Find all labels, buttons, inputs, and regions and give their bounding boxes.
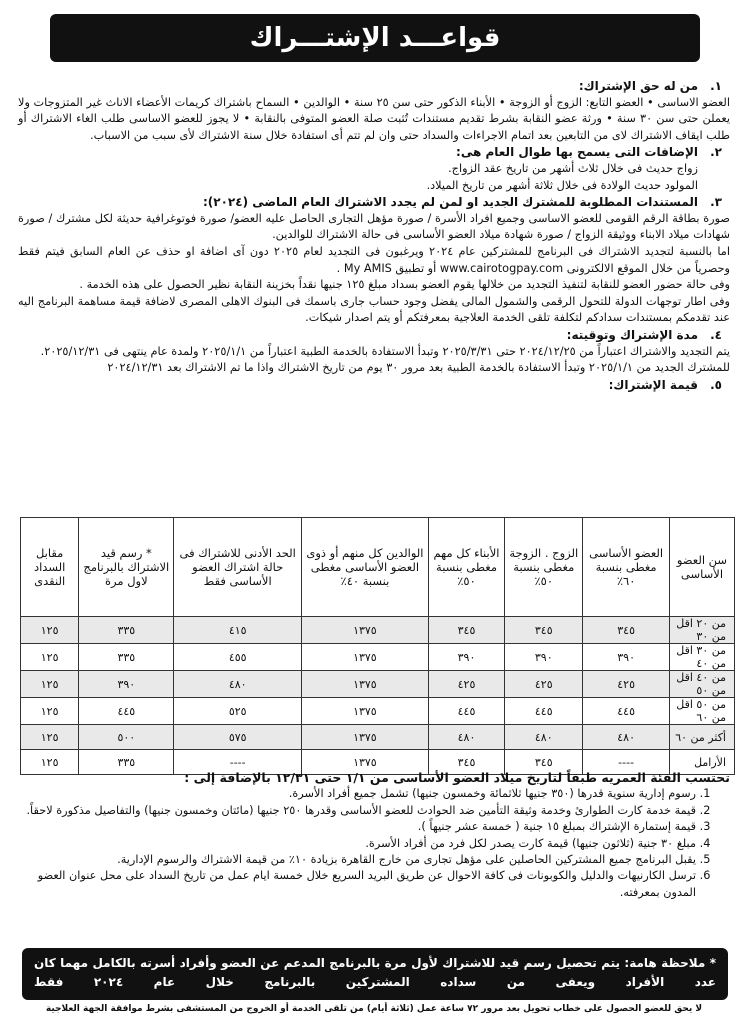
- column-header: * رسم قيد الاشتراك بالبرنامج لاول مرة: [79, 518, 174, 617]
- fee-cell: ٤٨٠: [583, 725, 670, 750]
- section-paragraph: اما بالنسبة لتجديد الاشتراك فى البرنامج للمشتركين عام ٢٠٢٤ ويرغبون فى التجديد لعام ٢٠٢٥ دون آى اضافة او حذف عن العام السابق فيتم فقط وحصرياً من خلال الموقع الالكترونى www.cairotogpay.com أو تطبيق My AMIS .: [18, 244, 730, 275]
- rules-content: [18, 78, 730, 393]
- section-paragraph: يتم التجديد والاشتراك اعتباراً من ٢٠٢٤/١٢/٢٥ حتى ٢٠٢٥/٣/٣١ وتبدأ الاستفادة بالخدمة الطبية اعتباراً من ٢٠٢٥/١/١ ولمدة عام ينتهى فى ٢٠٢٥/١٢/٣١.: [40, 344, 730, 358]
- fee-cell: ٣٩٠: [428, 644, 504, 671]
- fee-cell: ٤٢٥: [428, 671, 504, 698]
- important-note: * ملاحظة هامة: يتم تحصيل رسم قيد للاشتراك لأول مرة بالبرنامج المدعم عن العضو وأفراد أسرته بالكامل مهما كان عدد الأفراد ويعفى من سداده المشتركين بالبرنامج خلال عام ٢٠٢٤ فقط: [22, 948, 728, 1000]
- fee-cell: ٣٤٥: [505, 617, 583, 644]
- fee-cell: ١٢٥: [21, 671, 79, 698]
- table-row: [21, 644, 735, 671]
- age-group-cell: أكثر من ٦٠: [669, 725, 734, 750]
- fee-cell: ٣٣٥: [79, 750, 174, 775]
- column-header: الزوج . الزوجة مغطى بنسبة ٥٠٪: [505, 518, 583, 617]
- section-number: ٣.: [710, 195, 722, 210]
- fee-cell: ٤٤٥: [428, 698, 504, 725]
- fee-cell: ١٢٥: [21, 725, 79, 750]
- table-row: [21, 698, 735, 725]
- fee-cell: ١٣٧٥: [301, 671, 428, 698]
- fee-cell: ١٣٧٥: [301, 698, 428, 725]
- fee-cell: ٣٤٥: [428, 750, 504, 775]
- age-group-cell: من ٣٠ اقل من ٤٠: [669, 644, 734, 671]
- fee-cell: ٥٧٥: [174, 725, 302, 750]
- column-header: الأبناء كل مهم مغطى بنسبة ٥٠٪: [428, 518, 504, 617]
- footer-note: لا يحق للعضو الحصول على خطاب تحويل بعد مرور ٧٢ ساعة عمل (ثلاثة أيام) من تلقى الخدمة أو الخروج من المستشفى بشرط موافقة الجهة العلاجية: [45, 1004, 703, 1014]
- section-paragraph: المولود حديث الولادة فى خلال ثلاثة أشهر من تاريخ الميلاد.: [426, 178, 698, 192]
- fee-cell: ٤٤٥: [505, 698, 583, 725]
- section-paragraph: صورة بطاقة الرقم القومى للعضو الاساسى وجميع افراد الأسرة / صورة مؤهل التجارى الحاصل عليه العضو/ صورة فوتوغرافية حديثة لكل مشترك / صورة شهادات ميلاد الابناء ووثيقة الزواج / صورة شهادة ميلاد العضو الأساسى فى حالة الاشتراك للوالدين.: [18, 211, 730, 242]
- age-group-cell: الأرامل: [669, 750, 734, 775]
- section-number: ٥.: [710, 377, 722, 392]
- fee-cell: ٤٥٥: [174, 644, 302, 671]
- section-title: [18, 78, 722, 95]
- subscription-fees-table: [20, 517, 735, 775]
- table-row: [21, 617, 735, 644]
- section-heading: المستندات المطلوبة للمشترك الجديد او لمن لم يجدد الاشتراك العام الماضى (٢٠٢٤):: [202, 195, 698, 210]
- fee-cell: ٤١٥: [174, 617, 302, 644]
- column-header: الوالدين كل منهم أو ذوى العضو الأساسى مغطى بنسبة ٤٠٪: [301, 518, 428, 617]
- fee-cell: ٥٢٥: [174, 698, 302, 725]
- fee-cell: ١٢٥: [21, 617, 79, 644]
- fee-item: 3. قيمة إستمارة الإشتراك بمبلغ ١٥ جنية ( خمسة عشر جنيهاً ).: [18, 819, 696, 835]
- fee-cell: ٤٢٥: [505, 671, 583, 698]
- section-title: [18, 327, 722, 344]
- fee-cell: ٣٩٠: [79, 671, 174, 698]
- fee-cell: ٤٨٠: [505, 725, 583, 750]
- fee-cell: ٣٣٥: [79, 617, 174, 644]
- fee-cell: ١٣٧٥: [301, 750, 428, 775]
- additional-fees: [18, 770, 730, 901]
- fee-cell: ٤٤٥: [583, 698, 670, 725]
- fee-cell: ١٣٧٥: [301, 617, 428, 644]
- fee-cell: ٤٨٠: [428, 725, 504, 750]
- table-header-row: [21, 518, 735, 617]
- section-paragraph: وفى اطار توجهات الدولة للتحول الرقمى والشمول المالى يفضل وجود حساب جارى باسمك فى البنوك الاهلى المصرى لاضافة قيمة مساهمة البرنامج اليه عند تقدمكم بمستندات سدادكم لتكلفة تلقى الخدمة العلاجية بمعرفتكم أو يتم اصدار شيكات.: [18, 294, 730, 325]
- fee-cell: ١٣٧٥: [301, 644, 428, 671]
- fee-cell: ٣٩٠: [583, 644, 670, 671]
- column-header: الحد الأدنى للاشتراك فى حالة اشتراك العضو الأساسى فقط: [174, 518, 302, 617]
- section-heading: مدة الإشتراك وتوقيته:: [566, 327, 698, 342]
- fee-item: 5. يقبل البرنامج جميع المشتركين الحاصلين على مؤهل تجارى من خارج القاهرة بزيادة ١٠٪ من قيمة الاشتراك والرسوم الإدارية.: [18, 852, 696, 868]
- column-header: سن العضو الأساسى: [669, 518, 734, 617]
- section-number: ٤.: [710, 327, 722, 342]
- fee-cell: ١٢٥: [21, 644, 79, 671]
- fee-item: 4. مبلغ ٣٠ جنية (ثلاثون جنيها) قيمة كارت يصدر لكل فرد من أفراد الأسرة.: [18, 836, 696, 852]
- additional-fees-heading: تحتسب الفئة العمريه طبقاً لتاريخ ميلاد العضو الأساسى من ١/١ حتى ١٢/٣١ بالإضافة إلى :: [184, 770, 730, 785]
- fee-cell: ----: [583, 750, 670, 775]
- page-title: قواعـــد الإشتـــراك: [50, 14, 700, 62]
- fee-cell: ٤٨٠: [174, 671, 302, 698]
- column-header: مقابل السداد النقدى: [21, 518, 79, 617]
- fee-cell: ٤٢٥: [583, 671, 670, 698]
- section-title: [18, 144, 722, 161]
- fee-cell: ٣٤٥: [505, 750, 583, 775]
- table-row: [21, 671, 735, 698]
- age-group-cell: من ٤٠ اقل من ٥٠: [669, 671, 734, 698]
- additional-fees-list: [18, 786, 730, 901]
- fee-cell: ١٣٧٥: [301, 725, 428, 750]
- fee-item: 6. ترسل الكارنيهات والدليل والكوبونات فى كافة الاحوال عن طريق البريد السريع خلال خمسة ايام عمل من تاريخ السداد على محل عنوان العضو المدون بمعرفته.: [18, 868, 696, 901]
- section-number: ٢.: [710, 145, 722, 160]
- fee-item: 1. رسوم إدارية سنوية قدرها (٣٥٠ جنيها ثلاثمائة وخمسون جنيها) تشمل جميع أفراد الأسرة.: [18, 786, 696, 802]
- fee-cell: ٥٠٠: [79, 725, 174, 750]
- section-paragraph: وفى حالة حضور العضو للنقابة لتنفيذ التجديد من خلالها يقوم العضو بسداد مبلغ ١٢٥ جنيها نقداً بخزينة النقابة نظير الحصول على هذه الخدمة .: [79, 278, 730, 292]
- fee-cell: ٣٣٥: [79, 644, 174, 671]
- age-group-cell: من ٥٠ اقل من ٦٠: [669, 698, 734, 725]
- age-group-cell: من ٢٠ اقل من ٣٠: [669, 617, 734, 644]
- section-number: ١.: [710, 79, 722, 93]
- section-title: [18, 194, 722, 211]
- fee-cell: ٣٤٥: [428, 617, 504, 644]
- fee-cell: ١٢٥: [21, 698, 79, 725]
- fee-cell: ٣٤٥: [583, 617, 670, 644]
- fee-cell: ١٢٥: [21, 750, 79, 775]
- column-header: العضو الأساسى مغطى بنسبة ٦٠٪: [583, 518, 670, 617]
- section-heading: من له حق الإشتراك:: [578, 79, 698, 93]
- section-paragraph: العضو الاساسى • العضو التابع: الزوج أو الزوجة • الأبناء الذكور حتى سن ٢٥ سنة • الوالدين • السماح باشتراك كريمات الأعضاء الاناث غير المتزوجات ولا يعملن حتى سن ٣٠ سنة • ورثة عضو النقابة بشرط تقديم مستندات تُثبت صلة العضو المتوفى بالنقابة • لا يجوز للعضو الاساسى طلب الغاء الاشتراك أو طلب ايقاف الاشتراك لاى من التابعين بعد اتمام الاجراءات والسداد حتى وان لم تتم أى استفادة خلال سنة الاشتراك لأى سبب من الاسباب.: [18, 95, 731, 142]
- table-row: [21, 725, 735, 750]
- fee-cell: ٣٩٠: [505, 644, 583, 671]
- section-paragraph: زواج حديث فى خلال ثلاث أشهر من تاريخ عقد الزواج.: [448, 161, 698, 175]
- fee-cell: ----: [174, 750, 302, 775]
- section-heading: الإضافات التى يسمح بها طوال العام هى:: [456, 145, 698, 160]
- fee-item: 2. قيمة خدمة كارت الطوارئ وخدمة وثيقة التأمين ضد الحوادث للعضو الأساسى وقدرها ٢٥٠ جنيها (مائتان وخمسون جنيها) والتفاصيل مذكورة لاحقاً.: [18, 803, 696, 819]
- fee-cell: ٤٤٥: [79, 698, 174, 725]
- section-heading: قيمة الإشتراك:: [608, 377, 698, 392]
- section-paragraph: للمشترك الجديد من ٢٠٢٥/١/١ وتبدأ الاستفادة بالخدمة الطبية بعد مرور ٣٠ يوم من تاريخ الاشتراك واذا ما تم الاشتراك بعد ٢٠٢٤/١٢/٣١: [107, 361, 730, 375]
- section-title: [18, 377, 722, 394]
